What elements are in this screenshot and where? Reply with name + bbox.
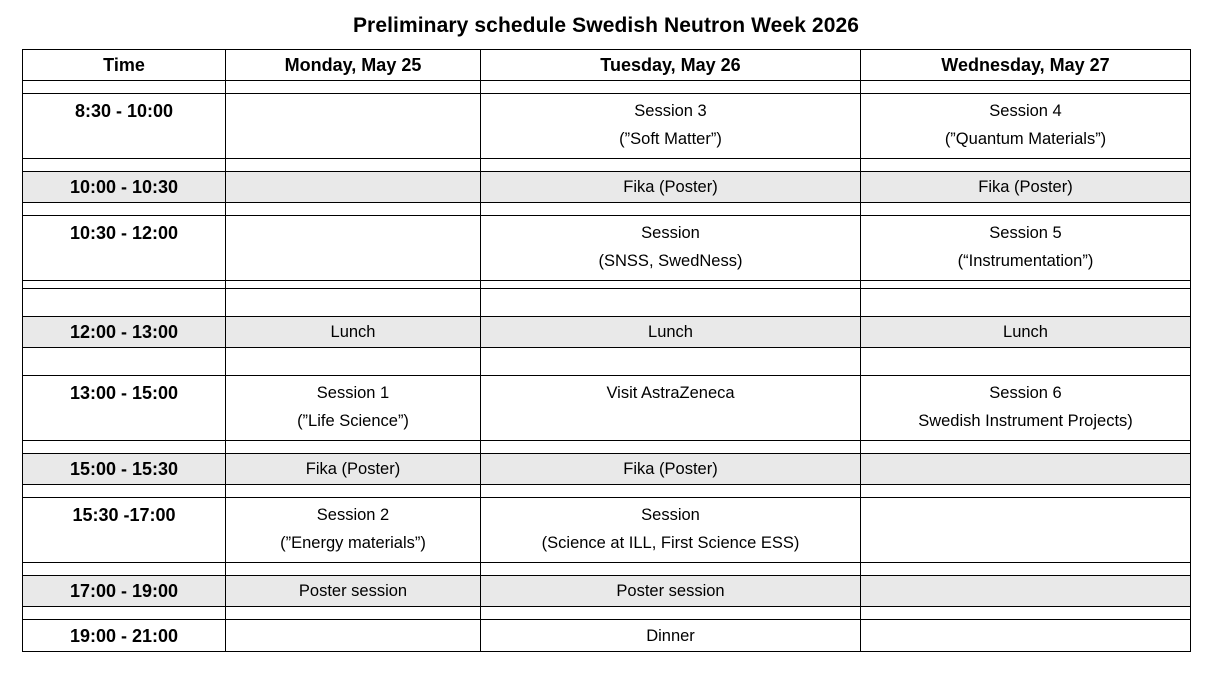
schedule-cell-wednesday bbox=[861, 576, 1191, 607]
table-row bbox=[23, 317, 1191, 348]
spacer-cell bbox=[481, 485, 861, 498]
spacer-cell bbox=[226, 289, 481, 317]
schedule-cell-monday bbox=[226, 317, 481, 348]
cell-text-line: Lunch bbox=[1003, 323, 1048, 341]
schedule-cell-monday bbox=[226, 216, 481, 281]
cell-text-line: (”Quantum Materials”) bbox=[944, 130, 1107, 148]
schedule-cell-tuesday bbox=[481, 498, 861, 563]
header-cell: Monday, May 25 bbox=[226, 50, 481, 81]
spacer-row bbox=[23, 607, 1191, 620]
spacer-row bbox=[23, 81, 1191, 94]
schedule-cell-wednesday bbox=[861, 620, 1191, 652]
spacer-cell bbox=[861, 563, 1191, 576]
spacer-cell bbox=[861, 348, 1191, 376]
schedule-cell-wednesday bbox=[861, 317, 1191, 348]
spacer-cell bbox=[23, 348, 226, 376]
schedule-cell-wednesday bbox=[861, 454, 1191, 485]
spacer-cell bbox=[23, 441, 226, 454]
table-row bbox=[23, 216, 1191, 281]
cell-text-line: (”Life Science”) bbox=[297, 412, 409, 430]
schedule-cell-tuesday bbox=[481, 317, 861, 348]
spacer-row bbox=[23, 485, 1191, 498]
schedule-body bbox=[23, 81, 1191, 652]
spacer-cell bbox=[23, 485, 226, 498]
spacer-cell bbox=[861, 203, 1191, 216]
cell-text-line: Lunch bbox=[648, 323, 693, 341]
cell-text-line: Session 5 bbox=[989, 224, 1062, 242]
spacer-cell bbox=[226, 607, 481, 620]
table-header-row bbox=[23, 50, 1191, 81]
spacer-cell bbox=[226, 81, 481, 94]
spacer-cell bbox=[481, 81, 861, 94]
header-cell: Tuesday, May 26 bbox=[481, 50, 861, 81]
table-row bbox=[23, 498, 1191, 563]
cell-text-line: Swedish Instrument Projects) bbox=[918, 412, 1133, 430]
cell-text-line: Dinner bbox=[646, 626, 695, 645]
schedule-cell-tuesday bbox=[481, 172, 861, 203]
spacer-cell bbox=[481, 607, 861, 620]
cell-text-line: Poster session bbox=[298, 582, 408, 600]
spacer-row bbox=[23, 159, 1191, 172]
time-cell: 8:30 - 10:00 bbox=[23, 94, 226, 159]
spacer-cell bbox=[861, 607, 1191, 620]
cell-text-line: (Science at ILL, First Science ESS) bbox=[541, 534, 800, 552]
time-cell: 17:00 - 19:00 bbox=[23, 576, 226, 607]
cell-text-line: Fika (Poster) bbox=[305, 460, 401, 478]
spacer-cell bbox=[481, 441, 861, 454]
spacer-cell bbox=[481, 159, 861, 172]
spacer-cell bbox=[226, 348, 481, 376]
time-cell: 12:00 - 13:00 bbox=[23, 317, 226, 348]
spacer-cell bbox=[861, 441, 1191, 454]
time-cell: 10:00 - 10:30 bbox=[23, 172, 226, 203]
spacer-cell bbox=[23, 81, 226, 94]
schedule-cell-tuesday bbox=[481, 94, 861, 159]
spacer-row bbox=[23, 289, 1191, 317]
schedule-cell-wednesday bbox=[861, 172, 1191, 203]
spacer-cell bbox=[861, 159, 1191, 172]
time-cell: 19:00 - 21:00 bbox=[23, 620, 226, 652]
schedule-cell-tuesday bbox=[481, 620, 861, 652]
spacer-cell bbox=[861, 289, 1191, 317]
schedule-cell-tuesday bbox=[481, 454, 861, 485]
spacer-cell bbox=[481, 563, 861, 576]
spacer-cell bbox=[481, 203, 861, 216]
spacer-cell bbox=[23, 607, 226, 620]
cell-text-line: Session 4 bbox=[989, 102, 1062, 120]
schedule-cell-tuesday bbox=[481, 376, 861, 441]
schedule-cell-wednesday bbox=[861, 216, 1191, 281]
spacer-cell bbox=[481, 289, 861, 317]
time-cell: 15:00 - 15:30 bbox=[23, 454, 226, 485]
spacer-cell bbox=[23, 289, 226, 317]
spacer-row bbox=[23, 563, 1191, 576]
cell-text-line: Poster session bbox=[616, 582, 725, 600]
spacer-cell bbox=[226, 159, 481, 172]
cell-text-line: Session 3 bbox=[634, 102, 707, 120]
schedule-cell-tuesday bbox=[481, 576, 861, 607]
spacer-cell bbox=[23, 281, 226, 289]
cell-text-line: Fika (Poster) bbox=[623, 460, 718, 478]
schedule-cell-monday bbox=[226, 576, 481, 607]
table-row bbox=[23, 620, 1191, 652]
spacer-cell bbox=[861, 485, 1191, 498]
cell-text-line: Lunch bbox=[330, 323, 376, 341]
spacer-cell bbox=[226, 281, 481, 289]
schedule-cell-wednesday bbox=[861, 376, 1191, 441]
schedule-cell-wednesday bbox=[861, 498, 1191, 563]
time-cell: 15:30 -17:00 bbox=[23, 498, 226, 563]
table-row bbox=[23, 454, 1191, 485]
schedule-cell-monday bbox=[226, 498, 481, 563]
cell-text-line: (SNSS, SwedNess) bbox=[598, 252, 743, 270]
cell-text-line: Session bbox=[641, 506, 700, 524]
cell-text-line: Session 2 bbox=[316, 506, 390, 524]
table-row bbox=[23, 172, 1191, 203]
header-cell: Time bbox=[23, 50, 226, 81]
header-cell: Wednesday, May 27 bbox=[861, 50, 1191, 81]
schedule-cell-monday bbox=[226, 454, 481, 485]
spacer-cell bbox=[23, 563, 226, 576]
spacer-cell bbox=[23, 159, 226, 172]
spacer-cell bbox=[226, 441, 481, 454]
spacer-cell bbox=[226, 563, 481, 576]
cell-text-line: Session 1 bbox=[316, 384, 390, 402]
cell-text-line: Fika (Poster) bbox=[623, 178, 718, 196]
spacer-cell bbox=[861, 81, 1191, 94]
schedule-cell-monday bbox=[226, 94, 481, 159]
spacer-row bbox=[23, 348, 1191, 376]
schedule-header bbox=[23, 50, 1191, 81]
spacer-cell bbox=[481, 348, 861, 376]
cell-text-line: Session 6 bbox=[989, 384, 1062, 402]
spacer-row bbox=[23, 281, 1191, 289]
table-row bbox=[23, 94, 1191, 159]
spacer-cell bbox=[23, 203, 226, 216]
cell-text-line: (”Soft Matter”) bbox=[619, 130, 722, 148]
spacer-cell bbox=[481, 281, 861, 289]
time-cell: 13:00 - 15:00 bbox=[23, 376, 226, 441]
schedule-cell-monday bbox=[226, 376, 481, 441]
time-cell: 10:30 - 12:00 bbox=[23, 216, 226, 281]
schedule-cell-monday bbox=[226, 172, 481, 203]
spacer-row bbox=[23, 203, 1191, 216]
spacer-cell bbox=[226, 485, 481, 498]
schedule-table bbox=[22, 49, 1191, 652]
table-row bbox=[23, 576, 1191, 607]
cell-text-line: (“Instrumentation”) bbox=[957, 252, 1094, 270]
schedule-cell-tuesday bbox=[481, 216, 861, 281]
schedule-cell-monday bbox=[226, 620, 481, 652]
table-row bbox=[23, 376, 1191, 441]
page-title: Preliminary schedule Swedish Neutron Week 2026 bbox=[352, 14, 860, 37]
spacer-row bbox=[23, 441, 1191, 454]
cell-text-line: Session bbox=[641, 224, 700, 242]
spacer-cell bbox=[861, 281, 1191, 289]
spacer-cell bbox=[226, 203, 481, 216]
cell-text-line: Fika (Poster) bbox=[978, 178, 1073, 196]
cell-text-line: Visit AstraZeneca bbox=[606, 384, 735, 402]
schedule-cell-wednesday bbox=[861, 94, 1191, 159]
cell-text-line: (”Energy materials”) bbox=[280, 534, 426, 552]
